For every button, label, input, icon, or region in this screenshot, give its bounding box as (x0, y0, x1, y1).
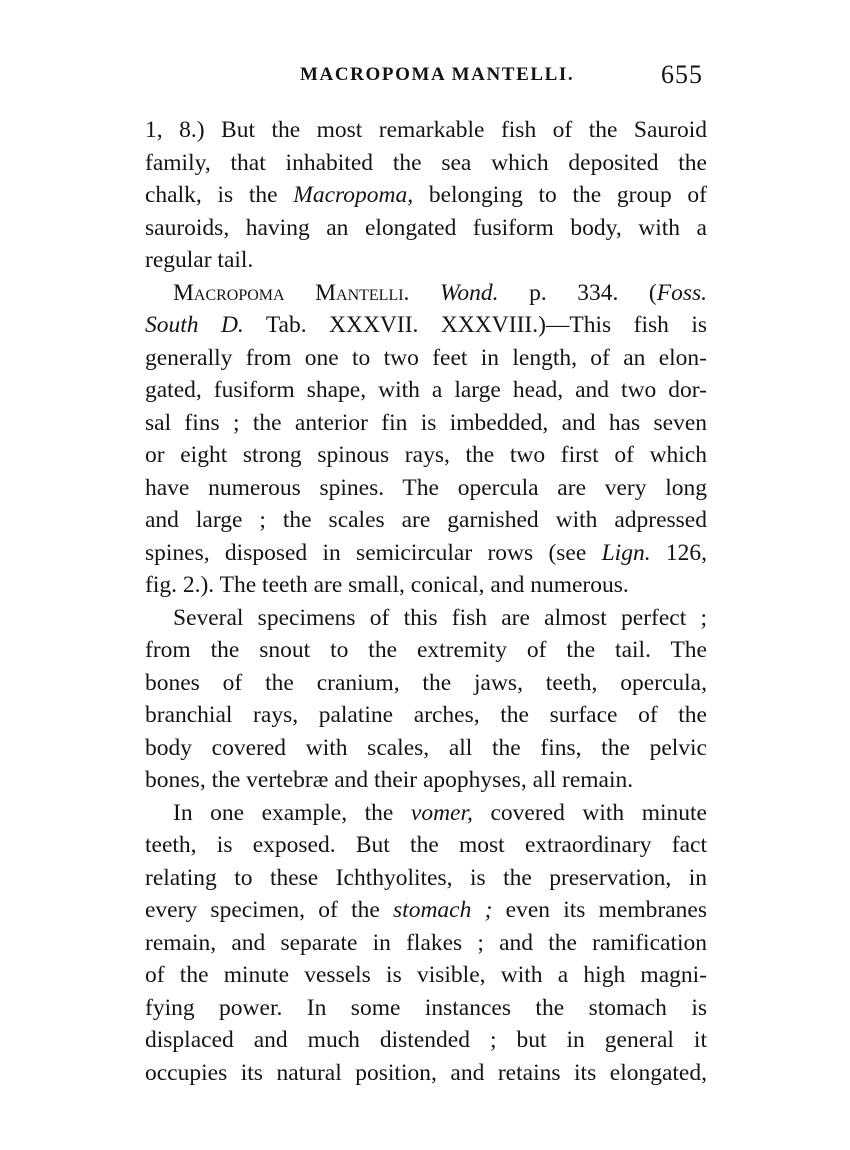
italic-text: Lign. (601, 539, 651, 566)
text-segment: and large ; the scales are garnished with adpressed (145, 507, 707, 533)
text-line (145, 147, 707, 180)
text-segment: fig. 2.). The teeth are small, conical, and numerous. (145, 572, 629, 598)
text-segment: spines, disposed in semicircular rows (see (145, 539, 602, 566)
text-line (145, 277, 707, 310)
text-line (145, 114, 707, 147)
text-line (145, 667, 707, 700)
text-segment: fying power. In some instances the stomach is (145, 994, 707, 1021)
text-line (145, 537, 707, 570)
text-segment: family, that inhabited the sea which deposited the (145, 149, 707, 176)
text-line (145, 602, 707, 635)
text-line (145, 829, 707, 862)
text-line (145, 212, 707, 245)
text-line (145, 1057, 707, 1090)
text-segment (409, 280, 440, 306)
text-segment: generally from one to two feet in length, of an elon- (145, 344, 707, 371)
italic-text: vomer, (410, 799, 473, 826)
text-segment: relating to these Ichthyolites, is the preservation, in (145, 864, 707, 891)
text-line (145, 927, 707, 960)
text-line (145, 699, 707, 732)
text-segment: chalk, is the (145, 182, 294, 208)
text-segment: Tab. XXXVII. XXXVIII.)—This fish is (243, 312, 707, 338)
text-line (145, 407, 707, 440)
text-segment: or eight strong spinous rays, the two first of which (145, 442, 707, 468)
italic-text: Foss. (656, 279, 708, 306)
text-segment: every specimen, of the (145, 897, 394, 923)
page-number: 655 (661, 60, 703, 89)
text-segment: even its membranes (492, 897, 708, 923)
italic-text: Macropoma, (293, 182, 414, 208)
text-segment: bones of the cranium, the jaws, teeth, opercula, (145, 669, 707, 696)
text-segment: covered with minute (472, 799, 707, 826)
text-line (145, 439, 707, 472)
text-line (145, 374, 707, 407)
text-line (145, 1024, 707, 1057)
running-head (145, 62, 707, 96)
text-segment: branchial rays, palatine arches, the surface of the (145, 702, 707, 728)
text-segment: remain, and separate in flakes ; and the ramification (145, 929, 707, 956)
text-line (145, 894, 707, 927)
running-title: MACROPOMA MANTELLI. (300, 64, 575, 85)
text-line (145, 764, 707, 797)
text-segment: belonging to the group of (413, 182, 707, 208)
text-line (145, 992, 707, 1025)
text-line (145, 179, 707, 212)
text-segment: sauroids, having an elongated fusiform body, with a (145, 214, 707, 241)
small-caps-text: Macropoma Mantelli. (173, 279, 410, 306)
text-line (145, 634, 707, 667)
text-line (145, 342, 707, 375)
text-segment: bones, the vertebræ and their apophyses, all remain. (145, 767, 634, 793)
text-segment: sal fins ; the anterior fin is imbedded, and has seven (145, 409, 707, 436)
italic-text: South D. (145, 312, 244, 338)
text-segment: In one example, the (173, 799, 411, 826)
text-segment: occupies its natural position, and retains its elongated, (145, 1059, 707, 1086)
italic-text: stomach ; (393, 897, 493, 923)
text-line (145, 244, 707, 277)
text-line (145, 569, 707, 602)
text-line (145, 472, 707, 505)
text-segment: 1, 8.) But the most remarkable fish of the Sauroid (145, 117, 707, 143)
text-segment: displaced and much distended ; but in general it (145, 1027, 707, 1053)
text-line (145, 309, 707, 342)
text-line (145, 797, 707, 830)
text-segment: of the minute vessels is visible, with a high magni- (145, 962, 707, 988)
text-segment: regular tail. (145, 247, 254, 273)
text-segment: teeth, is exposed. But the most extraordinary fact (145, 832, 707, 858)
text-line (145, 862, 707, 895)
text-segment: Several specimens of this fish are almost perfect ; (173, 604, 707, 631)
body-text (145, 114, 707, 1089)
text-segment: body covered with scales, all the fins, the pelvic (145, 734, 707, 761)
italic-text: Wond. (439, 279, 499, 306)
text-segment: from the snout to the extremity of the tail. The (145, 637, 707, 663)
text-segment: gated, fusiform shape, with a large head, and two dor- (145, 377, 707, 403)
text-line (145, 504, 707, 537)
text-segment: have numerous spines. The opercula are very long (145, 474, 707, 501)
text-segment: p. 334. ( (498, 279, 657, 306)
text-line (145, 732, 707, 765)
text-segment: 126, (650, 539, 707, 566)
text-line (145, 959, 707, 992)
